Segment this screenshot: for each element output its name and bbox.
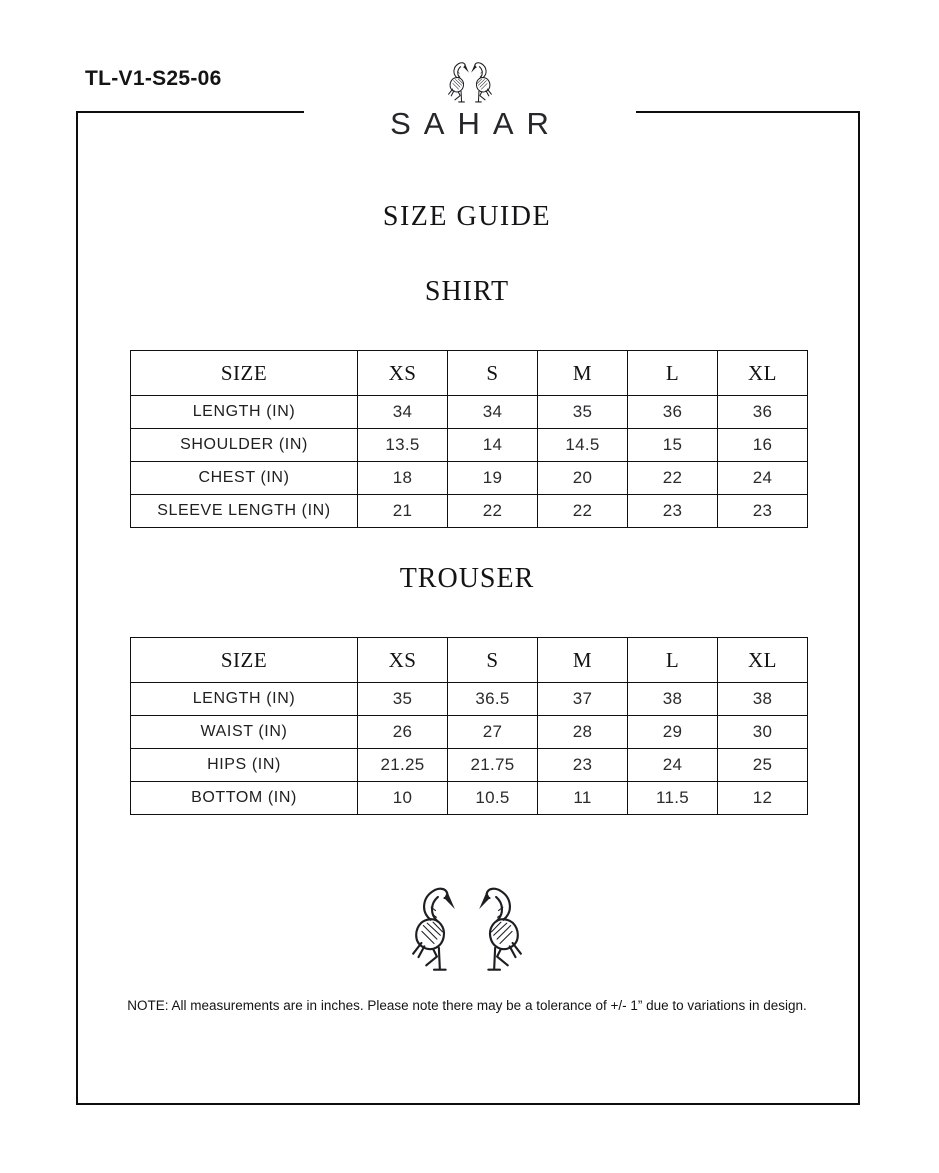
shirt-size-table <box>130 350 808 528</box>
row-label: BOTTOM (IN) <box>131 782 358 815</box>
cell: 24 <box>628 749 718 782</box>
cell: 11.5 <box>628 782 718 815</box>
shirt-section-title: SHIRT <box>424 276 510 307</box>
footer-birds-icon <box>408 879 526 976</box>
column-header-size: SIZE <box>131 351 358 396</box>
cell: 28 <box>538 716 628 749</box>
cell: 27 <box>448 716 538 749</box>
cell: 22 <box>628 462 718 495</box>
column-header-m: M <box>538 351 628 396</box>
row-label: SLEEVE LENGTH (IN) <box>131 495 358 528</box>
cell: 34 <box>358 396 448 429</box>
table-row <box>131 495 808 528</box>
cell: 16 <box>718 429 808 462</box>
trouser-size-table <box>130 637 808 815</box>
cell: 11 <box>538 782 628 815</box>
cell: 24 <box>718 462 808 495</box>
cell: 36 <box>718 396 808 429</box>
table-row <box>131 462 808 495</box>
column-header-s: S <box>448 638 538 683</box>
cell: 38 <box>628 683 718 716</box>
tolerance-note: NOTE: All measurements are in inches. Please note there may be a tolerance of +/- 1” due to variations in design. <box>127 998 807 1013</box>
column-header-s: S <box>448 351 538 396</box>
cell: 12 <box>718 782 808 815</box>
cell: 19 <box>448 462 538 495</box>
cell: 29 <box>628 716 718 749</box>
cell: 36.5 <box>448 683 538 716</box>
table-row <box>131 782 808 815</box>
brand-wordmark: SAHAR <box>390 106 562 141</box>
column-header-l: L <box>628 351 718 396</box>
cell: 26 <box>358 716 448 749</box>
table-row <box>131 749 808 782</box>
row-label: HIPS (IN) <box>131 749 358 782</box>
shirt-header-row <box>131 351 808 396</box>
footer-logo <box>76 879 858 976</box>
cell: 23 <box>538 749 628 782</box>
crane-right-icon <box>471 63 491 102</box>
cell: 18 <box>358 462 448 495</box>
brand-logo <box>304 58 636 142</box>
cell: 14.5 <box>538 429 628 462</box>
cell: 21.75 <box>448 749 538 782</box>
cell: 15 <box>628 429 718 462</box>
column-header-xl: XL <box>718 638 808 683</box>
column-header-xl: XL <box>718 351 808 396</box>
product-code: TL-V1-S25-06 <box>85 67 222 90</box>
cell: 21 <box>358 495 448 528</box>
cell: 13.5 <box>358 429 448 462</box>
table-row <box>131 396 808 429</box>
row-label: LENGTH (IN) <box>131 396 358 429</box>
crane-left-icon <box>413 889 455 970</box>
cell: 22 <box>448 495 538 528</box>
cell: 14 <box>448 429 538 462</box>
column-header-size: SIZE <box>131 638 358 683</box>
cell: 34 <box>448 396 538 429</box>
cell: 23 <box>718 495 808 528</box>
cell: 22 <box>538 495 628 528</box>
cell: 10.5 <box>448 782 538 815</box>
cell: 36 <box>628 396 718 429</box>
trouser-header-row <box>131 638 808 683</box>
cell: 35 <box>538 396 628 429</box>
table-row <box>131 716 808 749</box>
column-header-m: M <box>538 638 628 683</box>
cell: 35 <box>358 683 448 716</box>
table-row <box>131 683 808 716</box>
size-guide-title: SIZE GUIDE <box>382 201 552 232</box>
cell: 25 <box>718 749 808 782</box>
column-header-l: L <box>628 638 718 683</box>
cell: 30 <box>718 716 808 749</box>
cell: 23 <box>628 495 718 528</box>
row-label: CHEST (IN) <box>131 462 358 495</box>
row-label: WAIST (IN) <box>131 716 358 749</box>
crane-right-icon <box>479 889 521 970</box>
trouser-section-title: TROUSER <box>399 563 535 594</box>
cell: 38 <box>718 683 808 716</box>
column-header-xs: XS <box>358 638 448 683</box>
table-row <box>131 429 808 462</box>
row-label: LENGTH (IN) <box>131 683 358 716</box>
row-label: SHOULDER (IN) <box>131 429 358 462</box>
cell: 21.25 <box>358 749 448 782</box>
crane-left-icon <box>448 63 468 102</box>
brand-birds-icon <box>441 58 499 105</box>
cell: 20 <box>538 462 628 495</box>
cell: 37 <box>538 683 628 716</box>
column-header-xs: XS <box>358 351 448 396</box>
cell: 10 <box>358 782 448 815</box>
